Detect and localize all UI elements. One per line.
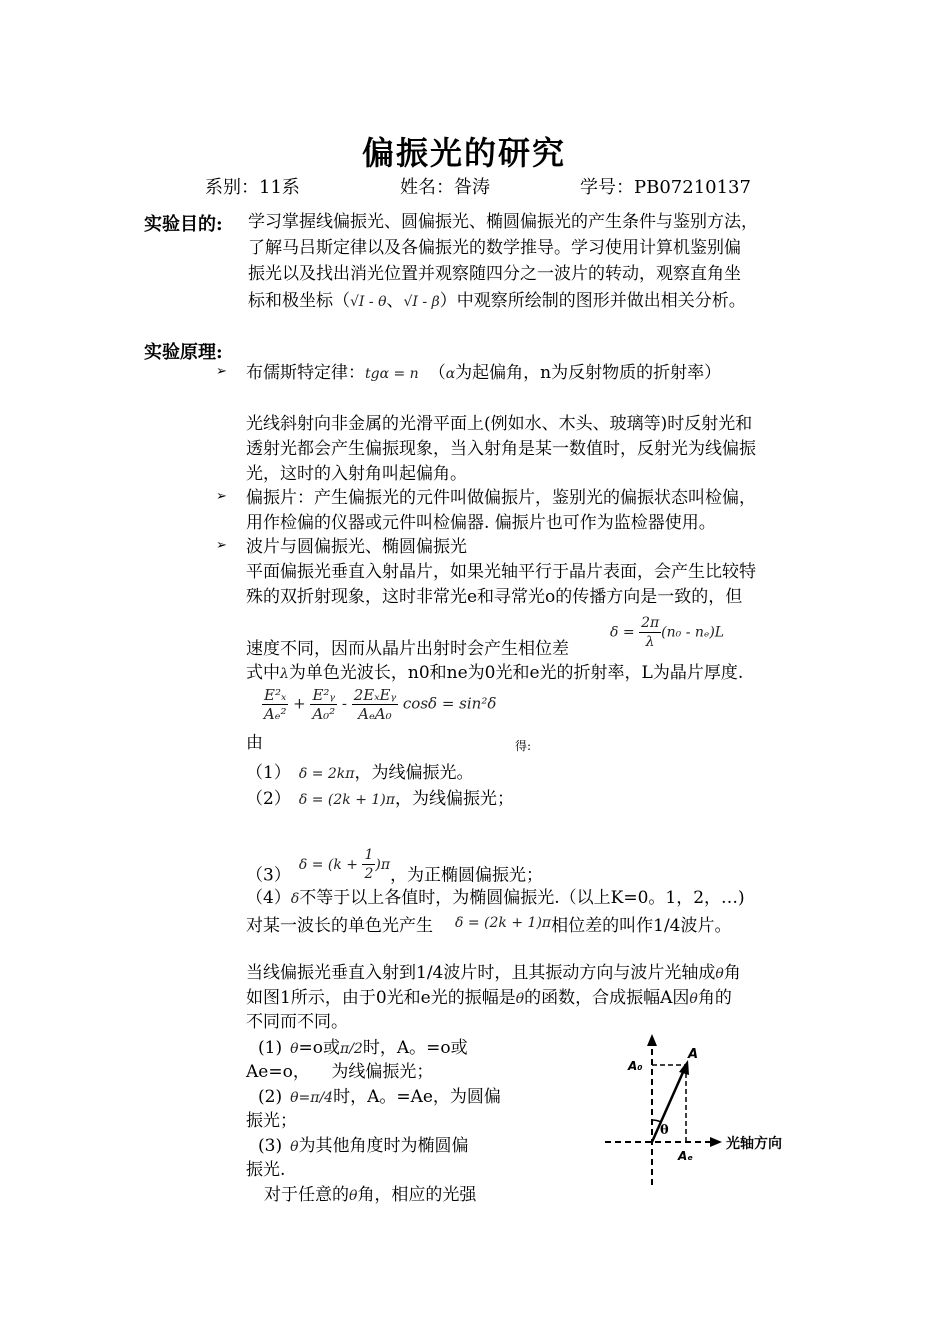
horizontal-axis-arrow: [710, 1137, 722, 1147]
text: 当线偏振光垂直入射到1/4波片时，且其振动方向与波片光轴成: [246, 963, 716, 983]
label-a: A: [688, 1047, 699, 1062]
fraction: [262, 686, 288, 723]
text: (3): [258, 1136, 283, 1156]
name-field: 姓名：昝涛: [400, 177, 490, 198]
case-3: [246, 846, 543, 889]
paragraph-line: 振光；: [246, 1111, 297, 1131]
purpose-text: 标和极坐标（: [248, 291, 350, 311]
case-num: （4）: [246, 888, 291, 908]
paragraph-line: 偏振片：产生偏振光的元件叫做偏振片，鉴别光的偏振状态叫检偏，: [246, 488, 756, 508]
formula-part: )π: [375, 856, 391, 873]
text: 为单色光波长，n0和ne为0光和e光的折射率，L为晶片厚度.: [288, 663, 744, 683]
vertical-axis-arrow: [647, 1034, 657, 1046]
fraction-num: 2π: [641, 615, 660, 631]
label-ae: Aₑ: [678, 1149, 694, 1163]
theta-pi-quarter: θ=π/4: [290, 1090, 334, 1106]
text: 如图1所示，由于0光和e光的振幅是: [246, 988, 516, 1008]
paragraph-line: 不同而不同。: [246, 1012, 348, 1032]
paragraph-line: 殊的双折射现象，这时非常光e和寻常光o的传播方向是一致的，但: [246, 587, 743, 607]
text-de: 得:: [515, 739, 532, 753]
case-text: 不等于以上各值时，为椭圆偏振光.（以上K=0。1，2，…): [299, 888, 745, 908]
case-formula: δ = (2k + 1)π: [298, 792, 395, 808]
fraction-num: 2EₓEᵧ: [353, 686, 397, 704]
fraction-den: Aₑ²: [263, 705, 287, 723]
case-text: ，为正椭圆偏振光；: [390, 865, 544, 886]
text: 的函数，合成振幅A因: [524, 988, 690, 1008]
fraction-den: AₑA₀: [358, 705, 392, 723]
fraction-num: 1: [364, 847, 374, 863]
case-formula: δ = 2kπ: [298, 766, 355, 782]
quarter-wave-def: [246, 911, 731, 939]
theta-symbol: θ: [715, 966, 724, 982]
text: 对于任意的: [264, 1185, 349, 1205]
text: =o或: [298, 1038, 341, 1058]
purpose-text: ）中观察所绘制的图形并做出相关分析。: [439, 291, 746, 311]
paragraph-line: [246, 961, 741, 987]
text: 角，相应的光强: [357, 1185, 477, 1205]
paragraph-line: 透射光都会产生偏振现象，当入射角是某一数值时，反射光为线偏振: [246, 439, 756, 459]
case-text: ，为线偏振光。: [354, 763, 474, 783]
text: (2): [258, 1087, 283, 1107]
purpose-line: 振光以及找出消光位置并观察随四分之一波片的转动，观察直角坐: [248, 264, 741, 284]
case-1: [246, 761, 473, 787]
fraction: [352, 686, 398, 723]
separator: 、: [386, 291, 404, 311]
phase-diff-formula: [610, 614, 724, 651]
label-ao: A₀: [628, 1059, 643, 1073]
fraction-num: E²ᵧ: [312, 686, 336, 704]
ellipse-equation: [262, 686, 496, 723]
paragraph-line: 波片与圆偏振光、椭圆偏振光: [246, 537, 467, 557]
formula-part: δ = (k +: [298, 856, 363, 873]
brewster-formula: tgα = n: [365, 366, 419, 382]
lambda-symbol: λ: [280, 666, 289, 682]
paragraph-line: [246, 986, 732, 1012]
text: 时，A。=o或: [362, 1038, 468, 1058]
pi-half: π/2: [340, 1041, 363, 1057]
paragraph-line: 振光.: [246, 1160, 286, 1180]
case-2: [246, 787, 514, 813]
formula-part: δ =: [610, 624, 640, 641]
paragraph-line: 平面偏振光垂直入射晶片，如果光轴平行于晶片表面，会产生比较特: [246, 562, 756, 582]
student-id-field: 学号：PB07210137: [580, 177, 751, 198]
case-formula: [298, 847, 391, 882]
paragraph-line: 光，这时的入射角叫起偏角。: [246, 464, 467, 484]
purpose-heading: 实验目的:: [144, 214, 223, 235]
paragraph-line: 用作检偏的仪器或元件叫检偏器. 偏振片也可作为监检器使用。: [246, 513, 716, 533]
bullet-arrow-icon: ➢: [216, 538, 227, 553]
paragraph-line: Ae=o， 为线偏振光；: [246, 1062, 434, 1082]
text: 为其他角度时为椭圆偏: [298, 1136, 469, 1156]
purpose-line: 学习掌握线偏振光、圆偏振光、椭圆偏振光的产生条件与鉴别方法，: [248, 212, 758, 232]
bullet-arrow-icon: ➢: [216, 364, 227, 379]
formula-sqrt-i-beta: √I - β: [403, 294, 440, 310]
sub-case-1: [258, 1036, 468, 1062]
theta-symbol: θ: [349, 1188, 358, 1204]
quarter-wave-formula: δ = (2k + 1)π: [455, 915, 552, 931]
fraction: [639, 614, 661, 651]
case-num: （1）: [246, 763, 291, 783]
brewster-note: 为起偏角，n为反射物质的折射率）: [455, 363, 722, 383]
brewster-law: [246, 361, 721, 387]
text: 对某一波长的单色光产生: [246, 916, 433, 936]
case-num: （3）: [246, 865, 291, 886]
equation-rhs: cosδ = sin²δ: [402, 694, 497, 713]
text-you: 由: [246, 733, 263, 753]
paren: （: [428, 363, 446, 383]
fraction-num: E²ₓ: [264, 686, 287, 704]
paragraph-line: 光线斜射向非金属的光滑平面上(例如水、木头、玻璃等)时反射光和: [246, 414, 753, 434]
alpha-symbol: α: [445, 366, 456, 382]
sub-case-3: [258, 1134, 469, 1160]
fraction-den: 2: [364, 866, 374, 882]
label-theta: θ: [660, 1123, 669, 1138]
paragraph-line: 速度不同，因而从晶片出射时会产生相位差: [246, 639, 569, 659]
case-text: ，为线偏振光；: [394, 789, 514, 809]
case-num: （2）: [246, 789, 291, 809]
principle-heading: 实验原理:: [144, 342, 223, 363]
formula-part: (n₀ - nₑ)L: [661, 624, 725, 641]
formula-sqrt-i-theta: √I - θ: [350, 294, 387, 310]
theta-symbol: θ: [290, 1139, 299, 1155]
plus: +: [293, 694, 306, 713]
text: (1): [258, 1038, 283, 1058]
fraction-den: λ: [645, 634, 655, 650]
fraction: [362, 846, 375, 883]
paragraph-line: [264, 1183, 476, 1209]
case-4: [246, 886, 745, 912]
minus: -: [341, 694, 347, 713]
brewster-label: 布儒斯特定律：: [246, 363, 365, 383]
theta-symbol: θ: [689, 991, 698, 1007]
amplitude-vector-arrow: [679, 1060, 689, 1075]
dept-field: 系别：11系: [205, 177, 300, 198]
fraction-den: A₀²: [312, 705, 336, 723]
theta-arc: [652, 1120, 661, 1122]
purpose-line: 了解马吕斯定律以及各偏振光的数学推导。学习使用计算机鉴别偏: [248, 238, 741, 258]
paragraph-line: [246, 661, 743, 687]
fraction: [310, 686, 337, 723]
sub-case-2: [258, 1085, 501, 1111]
theta-symbol: θ: [515, 991, 525, 1007]
page-title: 偏振光的研究: [362, 134, 567, 172]
text: 角: [723, 963, 741, 983]
text: 式中: [246, 663, 280, 683]
amplitude-diagram: [600, 1030, 800, 1190]
text: 相位差的叫作1/4波片。: [551, 916, 732, 936]
purpose-line: [248, 289, 746, 315]
label-optical-axis: 光轴方向: [726, 1136, 782, 1152]
text: 角的: [697, 988, 732, 1008]
delta-symbol: δ: [290, 891, 300, 907]
theta-symbol: θ: [290, 1041, 299, 1057]
text: 时，A。=Ae，为圆偏: [333, 1087, 501, 1107]
bullet-arrow-icon: ➢: [216, 489, 227, 504]
